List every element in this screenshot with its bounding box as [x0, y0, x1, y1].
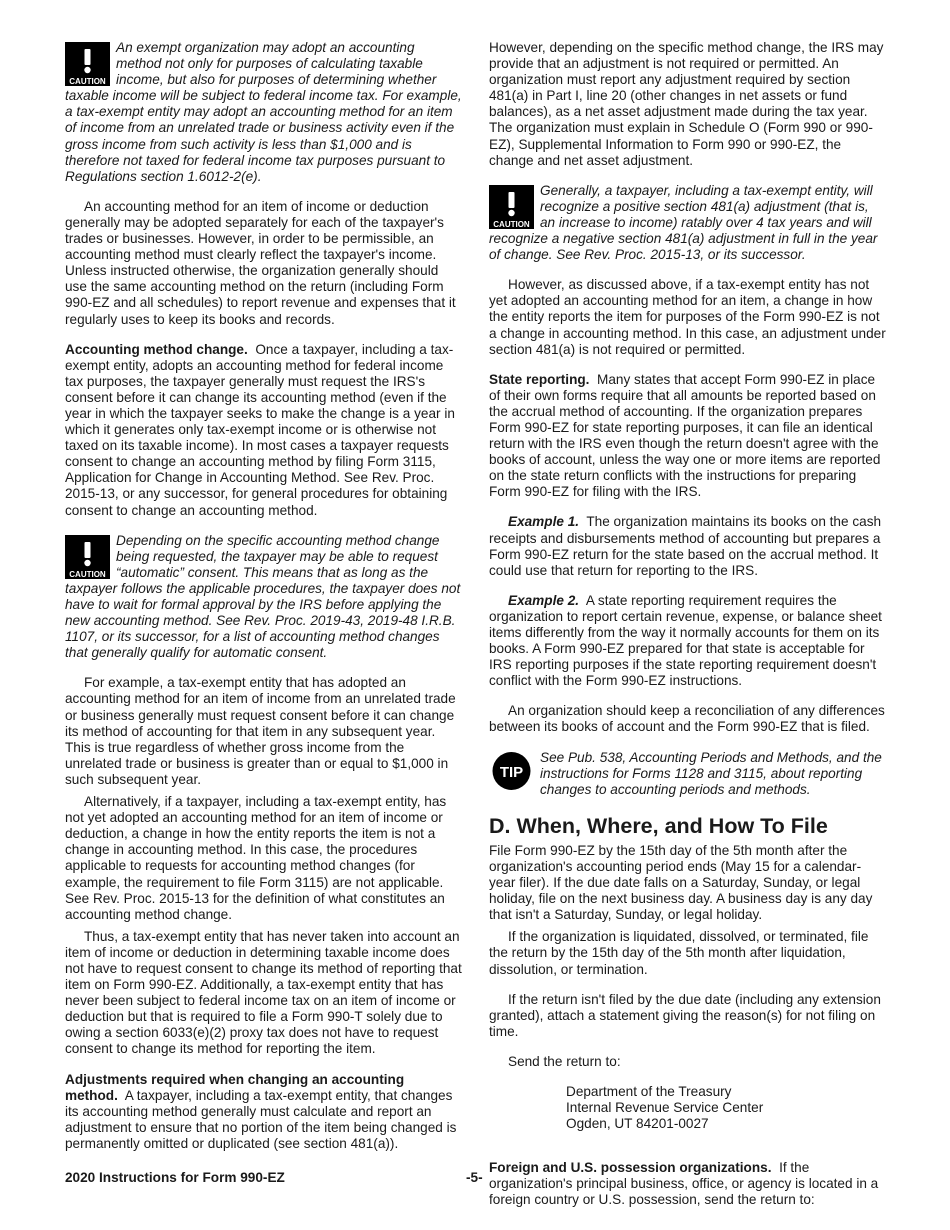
run-in-heading: Accounting method change.: [65, 341, 248, 357]
paragraph-file-by: File Form 990-EZ by the 15th day of the 5th month after the organization's accounting period ends (May 15 for a calendar-year filer). If the due date falls on a Saturday, Sunday, or legal holiday, file on the next business day. A business day is any day that isn't a Saturday, Sunday, or legal holiday.: [489, 842, 873, 923]
address-line: Internal Revenue Service Center: [566, 1100, 764, 1116]
tip-label: TIP: [499, 763, 524, 781]
paragraph-liquidated: If the organization is liquidated, dissolved, or terminated, file the return by the 15th day of the 5th month after liquidation, dissolution, or termination.: [489, 929, 869, 977]
paragraph-not-yet-adopted: However, as discussed above, if a tax-exempt entity has not yet adopted an accounting method for an item, a change in how the entity reports the item for purposes of the Form 990-EZ is not a change in accounting method. In this case, an adjustment under section 481(a) is not required or permitted.: [489, 277, 886, 357]
paragraph-method-change-adjustment: However, depending on the specific method change, the IRS may provide that an adjustment is not required or permitted. An organization must report any adjustment required by section 481(a) in Part I, line 20 (other changes in net assets or fund balances), as a net asset adjustment made during the tax year. The organization must explain in Schedule O (Form 990 or 990-EZ), Supplemental Information to Form 990 or 990-EZ, the change and net asset adjustment.: [489, 40, 884, 168]
paragraph-text: The organization maintains its books on the cash receipts and disbursements method of accounting but prepares a Form 990-EZ return for the state based on the accrual method. It could use that return for reporting to the IRS.: [489, 514, 882, 578]
paragraph-text: A state reporting requirement requires the organization to report certain revenue, expense, or balance sheet items differently from the way it normally accounts for them on its books. A Form 990-EZ prepared for that state is acceptable for IRS reporting purposes if the state reporting requirement doesn't conflict with the Form 990-EZ instructions.: [489, 592, 882, 689]
caution-note-automatic-consent: [65, 533, 462, 662]
paragraph-thus: Thus, a tax-exempt entity that has never taken into account an item of income or deduction in determining taxable income does not have to request consent to change its method of reporting that item on Form 990-EZ. Additionally, a tax-exempt entity that has never been subject to federal income tax on an item of income or deduction but that is required to file a Form 990-T solely due to owing a section 6033(e)(2) proxy tax does not have to request consent to change its method for reporting the item.: [65, 928, 462, 1057]
mailing-address: [566, 1084, 886, 1132]
caution-note-exempt-org: [65, 40, 462, 185]
example-label: Example 2.: [508, 592, 580, 608]
run-in-heading: Foreign and U.S. possession organizations.: [489, 1160, 772, 1176]
page-footer: [65, 1170, 885, 1185]
tip-icon: [489, 751, 534, 791]
caution-icon: [65, 42, 110, 86]
caution-text: Generally, a taxpayer, including a tax-exempt entity, will recognize a positive section 481(a) adjustment (that is, an increase to income) ratably over 4 tax years and will recognize a negative section 481(a) adjustment in full in the year of change. See Rev. Proc. 2015-13, or its successor.: [489, 182, 878, 263]
paragraph-accounting-method: An accounting method for an item of income or deduction generally may be adopted separately for each of the taxpayer's trades or businesses. However, in order to be permissible, an accounting method must clearly reflect the taxpayer's income. Unless instructed otherwise, the organization generally should use the same accounting method on the return (including Form 990-EZ and all schedules) to report revenue and expenses that it regularly uses to keep its books and records.: [65, 198, 456, 327]
document-title: 2020 Instructions for Form 990-EZ: [65, 1170, 285, 1185]
tip-text: See Pub. 538, Accounting Periods and Methods, and the instructions for Forms 1128 and 3115, about reporting changes to accounting periods and methods.: [540, 749, 882, 797]
address-line: Department of the Treasury: [566, 1083, 732, 1099]
paragraph-accounting-method-change: [65, 342, 462, 519]
paragraph-example-2: [489, 593, 886, 690]
paragraph-state-reporting: [489, 372, 886, 501]
caution-icon: [489, 185, 534, 229]
paragraph-example-1: [489, 514, 886, 578]
caution-text: An exempt organization may adopt an accounting method not only for purposes of calculating taxable income, but also for purposes of determining whether taxable income will be subject to federal income tax. For example, a tax-exempt entity may adopt an accounting method for an item of income from an unrelated trade or business activity even if the gross income from such activity is less than $1,000 and is therefore not taxed for federal income tax purposes pursuant to Regulations section 1.6012-2(e).: [65, 40, 462, 184]
paragraph-text: If the organization's principal business, office, or agency is located in a foreign country or U.S. possession, send the return to:: [489, 1160, 879, 1208]
caution-icon: [65, 535, 110, 579]
paragraph-alternatively: Alternatively, if a taxpayer, including a tax-exempt entity, has not yet adopted an accounting method for an item of income or deduction, a change in how the entity reports the item is not a change in accounting method. In this case, the procedures applicable to requests for accounting method changes (for example, the requirement to file Form 3115) are not applicable. See Rev. Proc. 2015-13 for the definition of what constitutes an accounting method change.: [65, 794, 447, 922]
paragraph-text: Once a taxpayer, including a tax-exempt entity, adopts an accounting method for federal income tax purposes, the taxpayer generally must request the IRS's consent before it can change its accounting method (even if the year in which the taxpayer seeks to make the change is a year in which it generates only tax-exempt income or is otherwise not taxed on its taxable income). In most cases a taxpayer requests consent to change an accounting method by filing Form 3115, Application for Change in Accounting Method. See Rev. Proc. 2015-13, or any successor, for general procedures for obtaining consent to change an accounting method.: [65, 341, 455, 518]
run-in-heading: Adjustments required when changing an accounting method.: [65, 1071, 405, 1103]
caution-note-481a: [489, 183, 886, 263]
caution-label: CAUTION: [69, 77, 106, 86]
caution-label: CAUTION: [493, 219, 530, 229]
caution-text: Depending on the specific accounting method change being requested, the taxpayer may be able to request “automatic” consent. This means that as long as the taxpayer follows the applicable procedures, the taxpayer does not have to wait for formal approval by the IRS before applying the new accounting method. See Rev. Proc. 2019-43, 2019-48 I.R.B. 1107, or its successor, for a list of accounting method changes that generally qualify for automatic consent.: [65, 532, 461, 661]
tip-note: [489, 750, 886, 798]
paragraph-text: Many states that accept Form 990-EZ in place of their own forms require that all amounts be reported based on the accrual method of accounting. If the organization prepares Form 990-EZ for state reporting purposes, it can file an identical return with the IRS even though the return doesn't agree with the books of account, unless the way one or more items are reported on the state return conflicts with the instructions for preparing Form 990-EZ for filing with the IRS.: [489, 371, 881, 500]
page-number: -5-: [466, 1170, 483, 1185]
example-label: Example 1.: [508, 514, 580, 530]
section-title: D. When, Where, and How To File: [489, 813, 828, 838]
paragraph-not-filed-on-time: If the return isn't filed by the due date (including any extension granted), attach a statement giving the reason(s) for not filing on time.: [489, 991, 881, 1039]
paragraph-example-unrelated-trade: For example, a tax-exempt entity that has adopted an accounting method for an item of income from an unrelated trade or business generally must request consent before it can change its method of accounting for that item in any subsequent year. This is true regardless of whether gross income from the unrelated trade or business is greater than or equal to $1,000 in such subsequent year.: [65, 675, 456, 787]
paragraph-adjustments: [65, 1072, 462, 1152]
run-in-heading: State reporting.: [489, 371, 590, 387]
paragraph-text: A taxpayer, including a tax-exempt entity, that changes its accounting method generally must calculate and report an adjustment to ensure that no portion of the item being changed is permanently omitted or duplicated (see section 481(a)).: [65, 1087, 457, 1151]
paragraph-reconciliation: An organization should keep a reconciliation of any differences between its books of account and the Form 990-EZ that is filed.: [489, 703, 885, 735]
right-column: [489, 40, 886, 1223]
caution-label: CAUTION: [69, 569, 106, 579]
address-line: Ogden, UT 84201-0027: [566, 1116, 709, 1132]
left-column: [65, 40, 462, 1166]
paragraph-send-return: Send the return to:: [508, 1053, 621, 1069]
